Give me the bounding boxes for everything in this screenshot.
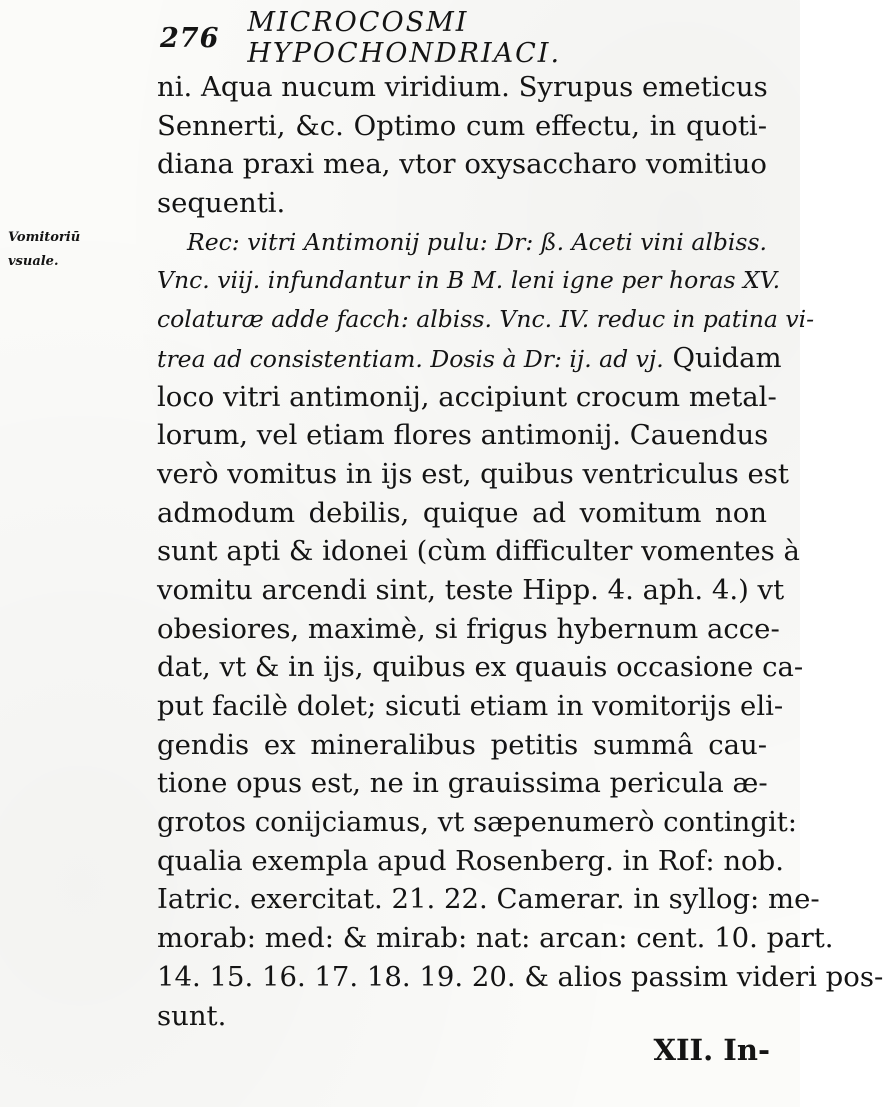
text-line: lorum, vel etiam flores antimonij. Cauendus	[157, 419, 769, 452]
text-line: ni. Aqua nucum viridium. Syrupus emeticus	[157, 71, 768, 103]
text-line: sunt.	[157, 999, 227, 1032]
recipe-line: colaturæ adde facch: albiss. Vnc. IV. reduc in patina vi-	[157, 305, 815, 334]
text-line: 14. 15. 16. 17. 18. 19. 20. & alios passim videri pos-	[157, 960, 883, 993]
page-header	[160, 7, 760, 69]
text-fragment: Quidam	[672, 341, 782, 374]
text-line: verò vomitus in ijs est, quibus ventriculus est	[157, 457, 789, 490]
text-line: Iatric. exercitat. 21. 22. Camerar. in syllog: me-	[157, 883, 820, 916]
text-line: vomitu arcendi sint, teste Hipp. 4. aph. 4.) vt	[157, 573, 785, 606]
catchword: XII. In-	[653, 1033, 770, 1067]
text-line: loco vitri antimonij, accipiunt crocum metal-	[157, 380, 777, 413]
recipe-line: Vnc. viij. infundantur in B M. leni igne per horas XV.	[157, 266, 781, 295]
text-line: diana praxi mea, vtor oxysaccharo vomitiuo	[157, 148, 767, 181]
text-line: gendis ex mineralibus petitis summâ cau-	[157, 728, 767, 761]
text-line: qualia exempla apud Rosenberg. in Rof: nob.	[157, 844, 784, 877]
text-line: sequenti.	[157, 187, 286, 220]
text-line: admodum debilis, quique ad vomitum non	[157, 496, 767, 529]
text-line: grotos conijciamus, vt sæpenumerò contingit:	[157, 806, 798, 839]
margin-note-line: vsuale.	[8, 254, 59, 269]
page-number: 276	[160, 22, 220, 54]
text-line: morab: med: & mirab: nat: arcan: cent. 10. part.	[157, 922, 834, 955]
body-text	[157, 68, 883, 1035]
margin-note	[8, 226, 148, 274]
text-line: sunt apti & idonei (cùm difficulter vomentes à	[157, 535, 800, 568]
text-line: Sennerti, &c. Optimo cum effectu, in quoti-	[157, 109, 767, 142]
recipe-dosage: trea ad consistentiam. Dosis à Dr: ij. ad vj.	[157, 344, 664, 373]
recipe-line: Rec: vitri Antimonij pulu: Dr: ß. Aceti vini albiss.	[187, 227, 767, 256]
recipe-line-mixed	[157, 339, 782, 378]
text-line: dat, vt & in ijs, quibus ex quauis occasione ca-	[157, 651, 804, 684]
text-line: tione opus est, ne in grauissima pericula æ-	[157, 767, 768, 800]
text-line: put facilè dolet; sicuti etiam in vomitorijs eli-	[157, 690, 784, 722]
running-title: MICROCOSMI HYPOCHONDRIACI.	[247, 7, 562, 69]
text-line: obesiores, maximè, si frigus hybernum acce-	[157, 612, 780, 645]
margin-note-line: Vomitoriū	[8, 230, 81, 245]
